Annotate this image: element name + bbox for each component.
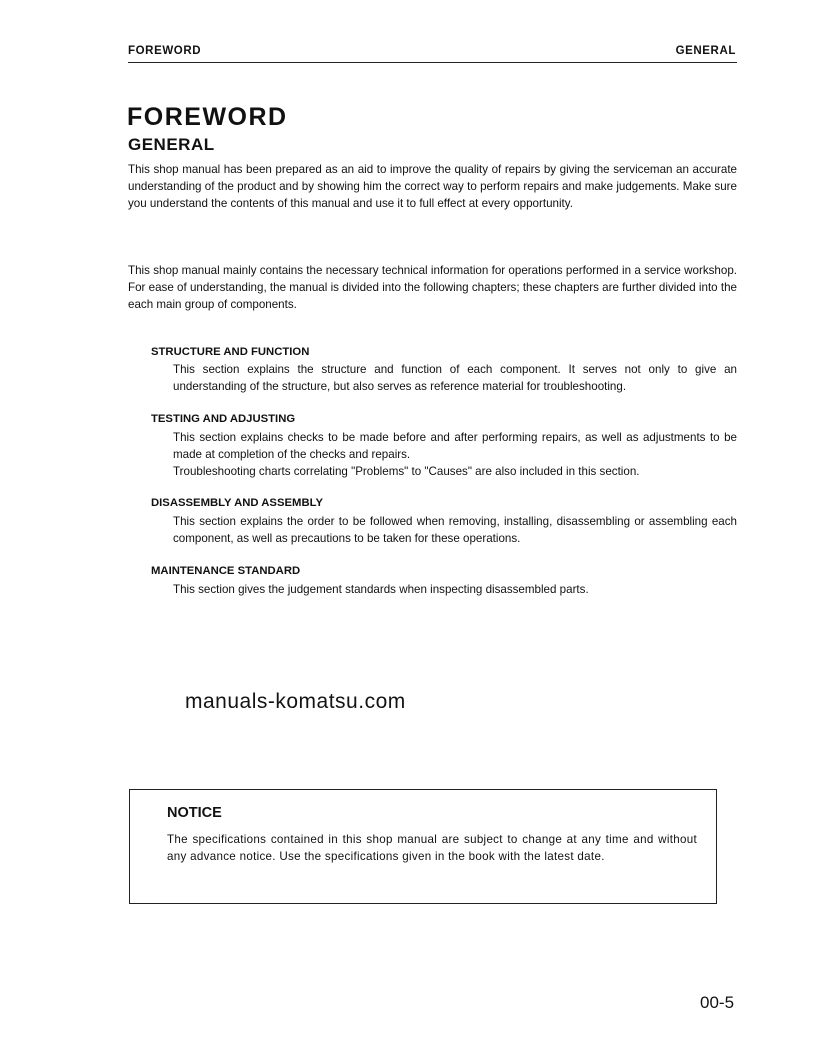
section-body [173,361,737,395]
section-body [173,429,737,480]
notice-text: The specifications contained in this shop manual are subject to change at any time and without any advance notice. Use the specifications given in the book with the latest date. [167,833,697,863]
page-subtitle: GENERAL [128,135,215,154]
section-text: This section gives the judgement standards when inspecting disassembled parts. [173,583,589,596]
header-rule [128,62,737,63]
section-text: Troubleshooting charts correlating "Problems" to "Causes" are also included in this section. [173,465,640,478]
section-heading: TESTING AND ADJUSTING [151,413,296,425]
section-text: This section explains the order to be followed when removing, installing, disassembling or assembling each component, as well as precautions to be taken for these operations. [173,515,737,545]
section-body [173,513,737,547]
intro-paragraph: This shop manual has been prepared as an aid to improve the quality of repairs by giving the serviceman an accurate understanding of the product and by showing him the correct way to perform repairs and make judgements. Make sure you understand the contents of this manual and use it to full effect at every opportunity. [128,163,737,210]
page-number: 00-5 [700,993,735,1012]
running-header-left: FOREWORD [128,45,202,57]
section-heading: STRUCTURE AND FUNCTION [151,346,310,358]
section-text: This section explains checks to be made before and after performing repairs, as well as adjustments to be made at completion of the checks and repairs. [173,431,737,461]
running-header-right: GENERAL [675,45,736,57]
section-text: This section explains the structure and function of each component. It serves not only to give an understanding of the structure, but also serves as reference material for troubleshooting. [173,363,737,393]
page-title: FOREWORD [127,103,288,131]
chapters-paragraph: This shop manual mainly contains the necessary technical information for operations performed in a service workshop. For ease of understanding, the manual is divided into the following chapters; these chapters are further divided into the each main group of components. [128,264,737,311]
section-heading: DISASSEMBLY AND ASSEMBLY [151,497,324,509]
section-heading: MAINTENANCE STANDARD [151,565,301,577]
notice-heading: NOTICE [167,805,222,821]
section-body [173,581,737,598]
watermark: manuals-komatsu.com [185,690,406,713]
